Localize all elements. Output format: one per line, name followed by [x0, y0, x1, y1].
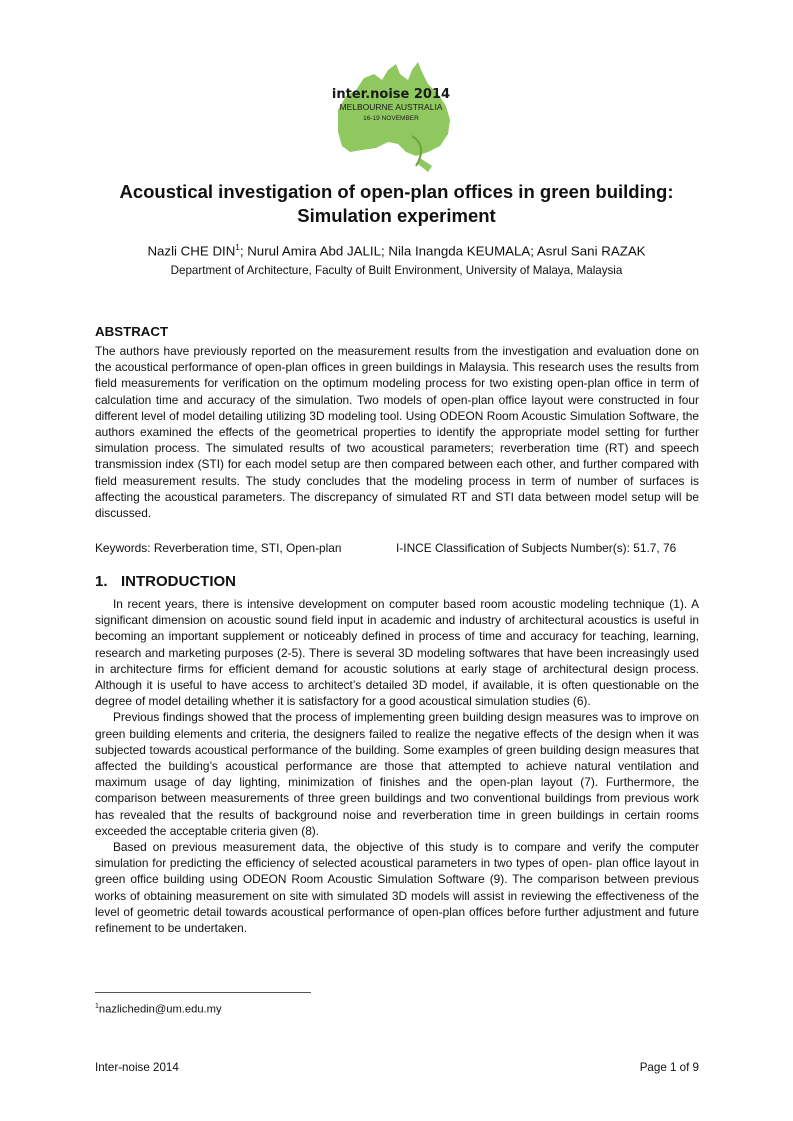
- introduction-body: [95, 596, 699, 936]
- classification-text: I-INCE Classification of Subjects Number(s): 51.7, 76: [396, 541, 677, 555]
- footnote-divider: [95, 992, 311, 993]
- paper-title: [60, 180, 733, 228]
- footer-conference: Inter-noise 2014: [95, 1061, 179, 1074]
- section-number: 1.: [95, 573, 108, 590]
- footnote-email: nazlichedin@um.edu.my: [98, 1003, 222, 1016]
- author-list: [40, 240, 753, 259]
- affiliation: Department of Architecture, Faculty of Built Environment, University of Malaya, Malaysia: [170, 264, 623, 277]
- abstract-heading: ABSTRACT: [95, 324, 169, 339]
- intro-paragraph-3: Based on previous measurement data, the objective of this study is to compare and verify the computer simulation for predicting the efficiency of selected acoustical parameters in two types of open- plan office layout in green office building using ODEON Room Acoustic Simulation Software (9). The comparison between previous works of obtaining measurement on site with simulated 3D models will assist in reviewing the effectiveness of the level of geometric detail towards acoustical performance of open-plan offices before further adjustment and future refinement to be undertaken.: [95, 840, 699, 936]
- conference-logo: [316, 58, 466, 176]
- other-authors: ; Nurul Amira Abd JALIL; Nila Inangda KEUMALA; Asrul Sani RAZAK: [239, 243, 646, 259]
- first-author: Nazli CHE DIN: [147, 243, 236, 259]
- abstract-text: The authors have previously reported on the measurement results from the investigation and evaluation done on the acoustical performance of open-plan offices in green buildings in Malaysia. This research uses the results from field measurements for verification on the optimum modeling process for two existing open-plan office in term of calculation time and accuracy of the simulation. Two models of open-plan office layout were constructed in four different level of model detailing utilizing 3D modeling tool. Using ODEON Room Acoustic Simulation Software, the authors examined the effects of the geometrical properties to identify the appropriate model setting for further simulation process. The simulated results of two acoustical parameters; reverberation time (RT) and speech transmission index (STI) for each model setup are then compared between each other, and further compared with field measurement results. The study concludes that the modeling process in term of number of surfaces is affecting the acoustical parameters. The discrepancy of simulated RT and STI data between model setup will be discussed.: [95, 344, 699, 521]
- section-heading: [95, 573, 236, 590]
- logo-line-3: 16-19 NOVEMBER: [363, 115, 419, 122]
- footnote-mark: 1: [95, 1003, 99, 1010]
- keywords-text: Keywords: Reverberation time, STI, Open-plan: [95, 541, 342, 555]
- section-title: INTRODUCTION: [121, 573, 236, 590]
- keywords-line: [95, 541, 699, 555]
- title-line-1: Acoustical investigation of open-plan offices in green building:: [119, 181, 674, 202]
- logo-line-2: MELBOURNE AUSTRALIA: [339, 102, 443, 112]
- author-footnote-mark: 1: [235, 243, 240, 252]
- intro-paragraph-1: In recent years, there is intensive development on computer based room acoustic modeling technique (1). A significant dimension on acoustic sound field input in academic and industry of architectural acoustics is useful in becoming an important supplement or noticeably defined in process of time and accuracy for teaching, learning, research and marketing purposes (2-5). There is several 3D modeling softwares that have been increasingly used in architecture firms for efficient demand for acoustic solutions at early stage of architectural design process. Although it is useful to have access to architect’s detailed 3D model, if available, it is often questionable on the degree of model detailing whether it is satisfactory for a good acoustical simulation studies (6).: [95, 597, 699, 709]
- title-line-2: Simulation experiment: [297, 205, 496, 226]
- footer-page-number: Page 1 of 9: [639, 1061, 699, 1074]
- intro-paragraph-2: Previous findings showed that the process of implementing green building design measures was to improve on green building elements and criteria, the designers failed to realize the negative effects of the design when it was subjected towards acoustical performance of the building. Some examples of green building design measures that affected the building’s acoustical performance are those that attempted to achieve natural ventilation and maximum usage of day lighting, minimization of finishes and the open-plan layout (7). Furthermore, the comparison between measurements of three green buildings and two conventional buildings from previous work has revealed that the results of background noise and reverberation time in green buildings in certain rooms exceeded the acceptable criteria given (8).: [95, 710, 699, 838]
- footnote: [95, 1000, 222, 1017]
- australia-map-icon: [316, 58, 466, 176]
- logo-line-1: inter.noise 2014: [331, 87, 451, 102]
